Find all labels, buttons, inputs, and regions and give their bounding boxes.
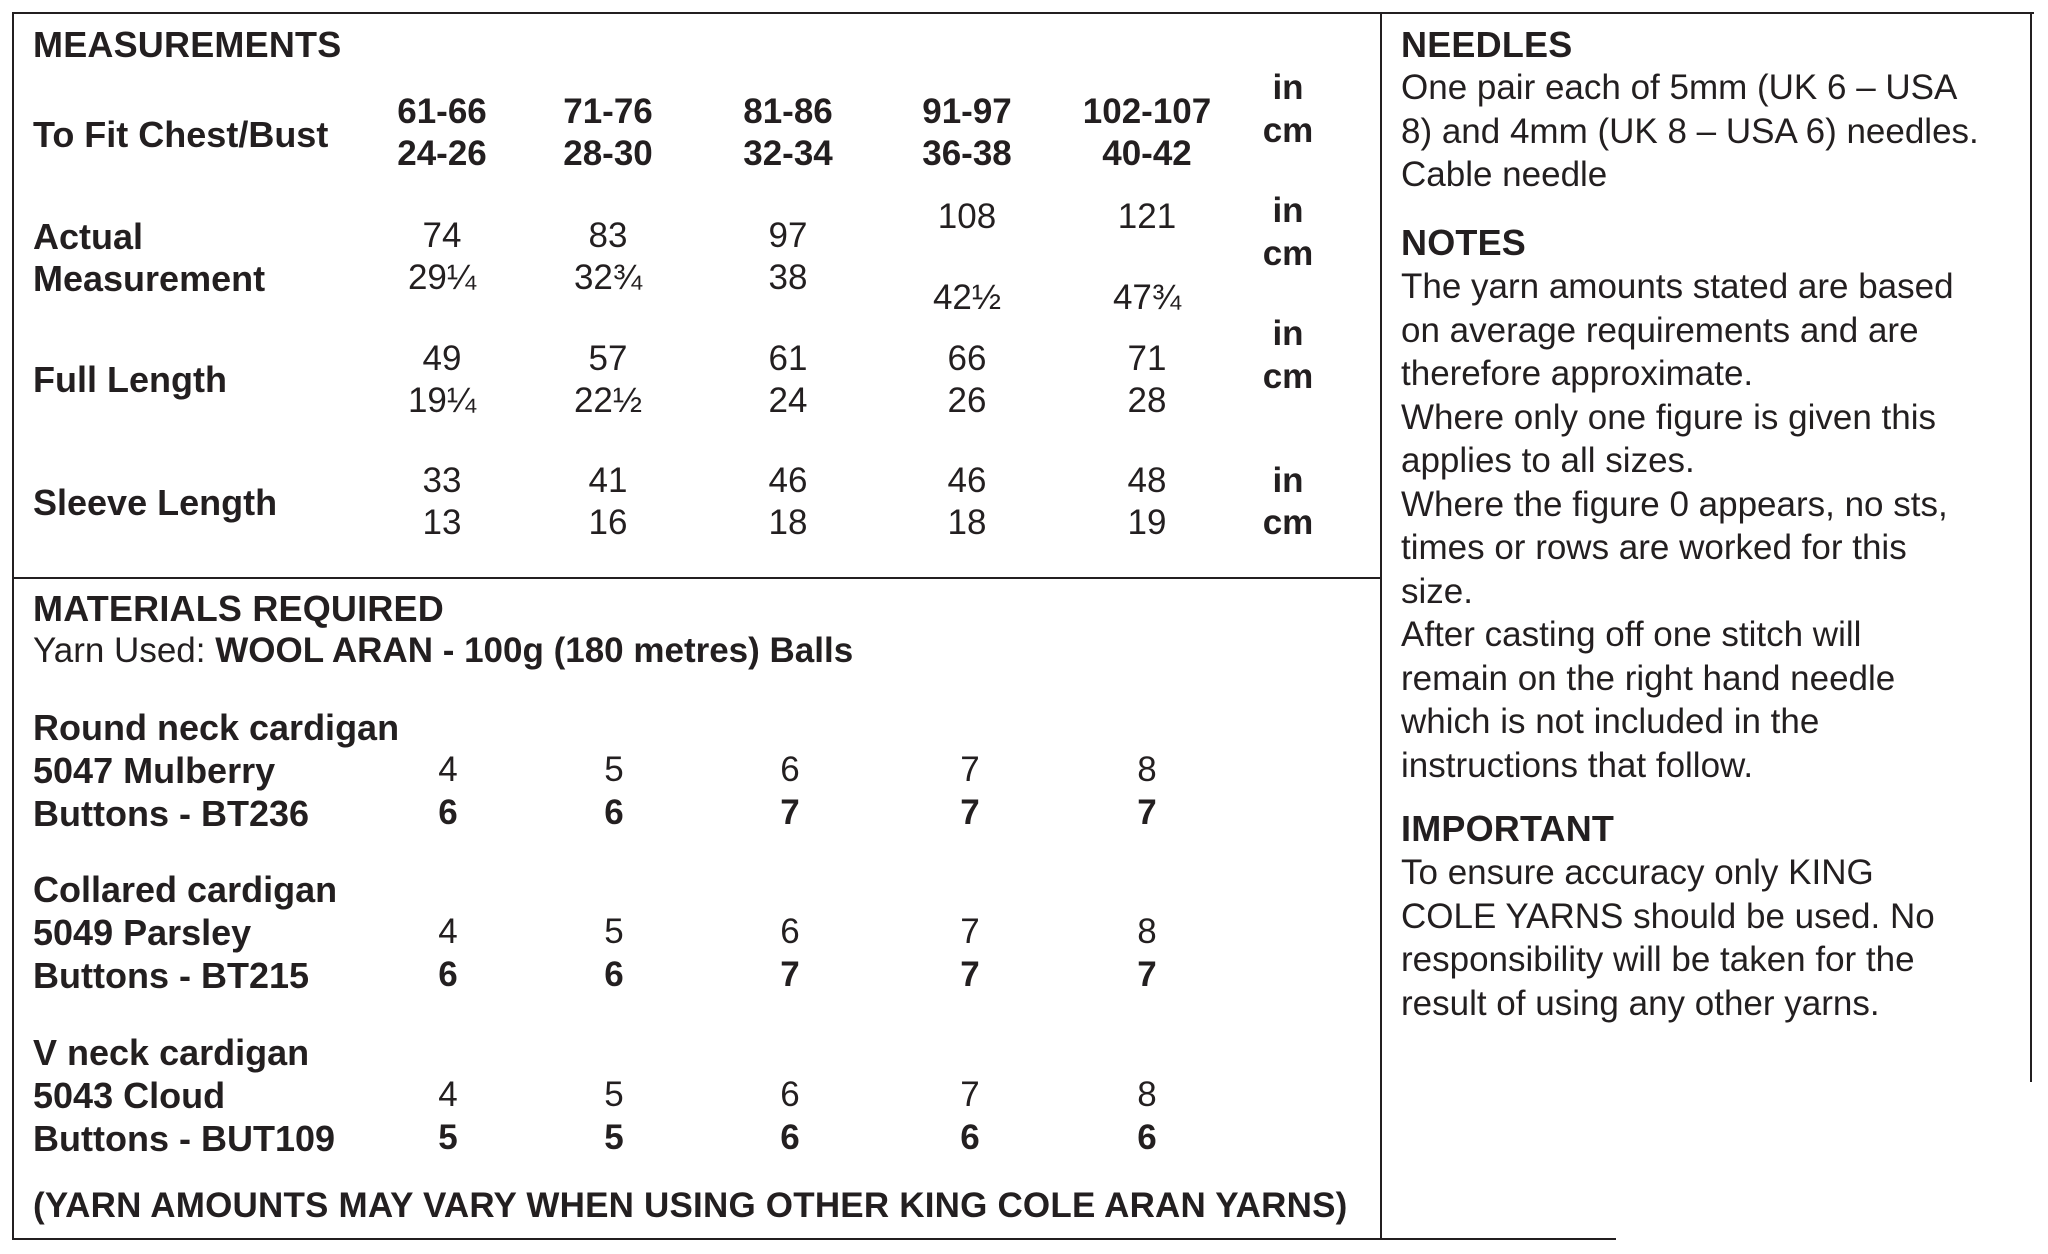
chest-size-2-in: 71-76 [563, 92, 653, 131]
row-label-chest: To Fit Chest/Bust [33, 114, 329, 155]
notes-text [1401, 265, 1954, 787]
unit-cm: cm [1262, 234, 1314, 273]
actual-size-2-in: 83 [588, 216, 628, 255]
collared-balls-1: 4 [438, 912, 458, 951]
length-size-3-cm: 24 [768, 381, 808, 420]
row-label-actual: Actual [33, 216, 144, 257]
v-neck-balls-4: 7 [960, 1075, 980, 1114]
notes-line: applies to all sizes. [1401, 441, 1695, 480]
chest-size-3-in: 81-86 [743, 92, 833, 131]
sleeve-size-3-in: 46 [768, 461, 808, 500]
actual-size-4-in: 108 [937, 197, 997, 236]
unit-cm: cm [1262, 111, 1314, 150]
notes-line: size. [1401, 571, 1473, 611]
round-neck-buttons-4: 7 [960, 793, 980, 832]
chest-size-4-cm: 36-38 [922, 134, 1012, 173]
important-line: responsibility will be taken for the [1401, 940, 1915, 979]
collared-balls-5: 8 [1137, 912, 1157, 951]
needles-text [1401, 66, 1979, 197]
v-neck-buttons-5: 6 [1137, 1118, 1157, 1157]
notes-line: Where only one figure is given this [1401, 397, 1936, 437]
row-label-measurement: Measurement [33, 258, 266, 299]
round-neck-buttons-5: 7 [1137, 793, 1157, 832]
yarn-footnote: (YARN AMOUNTS MAY VARY WHEN USING OTHER KING COLE ARAN YARNS) [33, 1186, 1348, 1225]
v-neck-buttons-3: 6 [780, 1118, 800, 1157]
v-neck-buttons-1: 5 [438, 1118, 458, 1157]
notes-line: The yarn amounts stated are based [1401, 267, 1954, 306]
group-name-round-neck: Round neck cardigan [33, 707, 400, 748]
yarn-name: WOOL ARAN - 100g (180 metres) Balls [215, 631, 854, 670]
sleeve-size-1-in: 33 [422, 461, 462, 500]
actual-size-5-cm: 47¾ [1112, 278, 1182, 317]
measurements-heading: MEASUREMENTS [33, 24, 342, 65]
v-neck-balls-1: 4 [438, 1075, 458, 1114]
sleeve-size-4-cm: 18 [947, 503, 987, 542]
colour-cloud: 5043 Cloud [33, 1075, 226, 1116]
yarn-used [33, 631, 853, 671]
unit-in: in [1272, 314, 1304, 353]
unit-cm: cm [1262, 503, 1314, 542]
length-size-2-cm: 22½ [573, 381, 643, 420]
round-neck-balls-3: 6 [780, 750, 800, 789]
notes-line: remain on the right hand needle [1401, 658, 1896, 698]
needles-heading: NEEDLES [1401, 24, 1573, 65]
length-size-5-cm: 28 [1127, 381, 1167, 420]
v-neck-balls-5: 8 [1137, 1075, 1157, 1114]
round-neck-balls-4: 7 [960, 750, 980, 789]
chest-size-3-cm: 32-34 [743, 134, 833, 173]
actual-size-4-cm: 42½ [932, 278, 1002, 317]
buttons-bt236: Buttons - BT236 [33, 793, 310, 834]
round-neck-buttons-1: 6 [438, 793, 458, 832]
actual-size-3-in: 97 [768, 216, 808, 255]
row-label-full-length: Full Length [33, 359, 227, 400]
notes-heading: NOTES [1401, 222, 1527, 263]
collared-balls-4: 7 [960, 912, 980, 951]
round-neck-balls-1: 4 [438, 750, 458, 789]
chest-size-5-cm: 40-42 [1102, 134, 1192, 173]
collared-buttons-1: 6 [438, 955, 458, 994]
right-border [2030, 12, 2032, 1082]
important-line: result of using any other yarns. [1401, 983, 1880, 1023]
notes-line: After casting off one stitch will [1401, 615, 1862, 654]
length-size-1-in: 49 [422, 339, 462, 378]
colour-mulberry: 5047 Mulberry [33, 750, 276, 791]
v-neck-buttons-4: 6 [960, 1118, 980, 1157]
sleeve-size-3-cm: 18 [768, 503, 808, 542]
unit-cm: cm [1262, 357, 1314, 396]
round-neck-buttons-3: 7 [780, 793, 800, 832]
sleeve-size-1-cm: 13 [422, 503, 462, 542]
notes-line: which is not included in the [1401, 702, 1820, 741]
needles-line: One pair each of 5mm (UK 6 – USA [1401, 68, 1958, 107]
notes-line: instructions that follow. [1401, 745, 1754, 785]
needles-line: 8) and 4mm (UK 8 – USA 6) needles. [1401, 111, 1979, 151]
colour-parsley: 5049 Parsley [33, 912, 252, 953]
length-size-5-in: 71 [1127, 339, 1167, 378]
round-neck-buttons-2: 6 [604, 793, 624, 832]
collared-buttons-3: 7 [780, 955, 800, 994]
unit-in: in [1272, 461, 1304, 500]
important-text [1401, 851, 1935, 1025]
length-size-2-in: 57 [588, 339, 628, 378]
important-heading: IMPORTANT [1401, 808, 1615, 849]
materials-heading: MATERIALS REQUIRED [33, 588, 444, 629]
round-neck-balls-2: 5 [604, 750, 624, 789]
needles-line: Cable needle [1401, 155, 1608, 194]
sleeve-size-5-in: 48 [1127, 461, 1167, 500]
unit-in: in [1272, 191, 1304, 230]
collared-balls-2: 5 [604, 912, 624, 951]
buttons-but109: Buttons - BUT109 [33, 1118, 336, 1159]
yarn-used-prefix: Yarn Used: [33, 631, 216, 670]
length-size-3-in: 61 [768, 339, 808, 378]
actual-size-3-cm: 38 [768, 258, 808, 297]
section-divider [12, 577, 1380, 579]
notes-line: Where the figure 0 appears, no sts, [1401, 484, 1948, 524]
sleeve-size-2-in: 41 [588, 461, 628, 500]
v-neck-balls-2: 5 [604, 1075, 624, 1114]
collared-buttons-5: 7 [1137, 955, 1157, 994]
chest-size-4-in: 91-97 [922, 92, 1012, 131]
length-size-4-cm: 26 [947, 381, 987, 420]
unit-in: in [1272, 68, 1304, 107]
notes-line: on average requirements and are [1401, 310, 1919, 350]
important-line: COLE YARNS should be used. No [1401, 896, 1935, 936]
notes-line: times or rows are worked for this [1401, 528, 1907, 567]
chest-size-1-cm: 24-26 [397, 134, 487, 173]
collared-balls-3: 6 [780, 912, 800, 951]
actual-size-2-cm: 32¾ [573, 258, 643, 297]
bottom-border [12, 1238, 1616, 1240]
v-neck-buttons-2: 5 [604, 1118, 624, 1157]
chest-size-2-cm: 28-30 [563, 134, 653, 173]
sleeve-size-2-cm: 16 [588, 503, 628, 542]
group-name-v-neck: V neck cardigan [33, 1032, 310, 1073]
round-neck-balls-5: 8 [1137, 750, 1157, 789]
sleeve-size-4-in: 46 [947, 461, 987, 500]
chest-size-5-in: 102-107 [1082, 92, 1212, 131]
length-size-4-in: 66 [947, 339, 987, 378]
collared-buttons-4: 7 [960, 955, 980, 994]
actual-size-5-in: 121 [1117, 197, 1177, 236]
group-name-collared: Collared cardigan [33, 869, 338, 910]
v-neck-balls-3: 6 [780, 1075, 800, 1114]
length-size-1-cm: 19¼ [407, 381, 477, 420]
important-line: To ensure accuracy only KING [1401, 853, 1874, 892]
actual-size-1-cm: 29¼ [407, 258, 477, 297]
chest-size-1-in: 61-66 [397, 92, 487, 131]
row-label-sleeve-length: Sleeve Length [33, 482, 278, 523]
notes-line: therefore approximate. [1401, 354, 1754, 393]
sleeve-size-5-cm: 19 [1127, 503, 1167, 542]
collared-buttons-2: 6 [604, 955, 624, 994]
buttons-bt215: Buttons - BT215 [33, 955, 310, 996]
actual-size-1-in: 74 [422, 216, 462, 255]
